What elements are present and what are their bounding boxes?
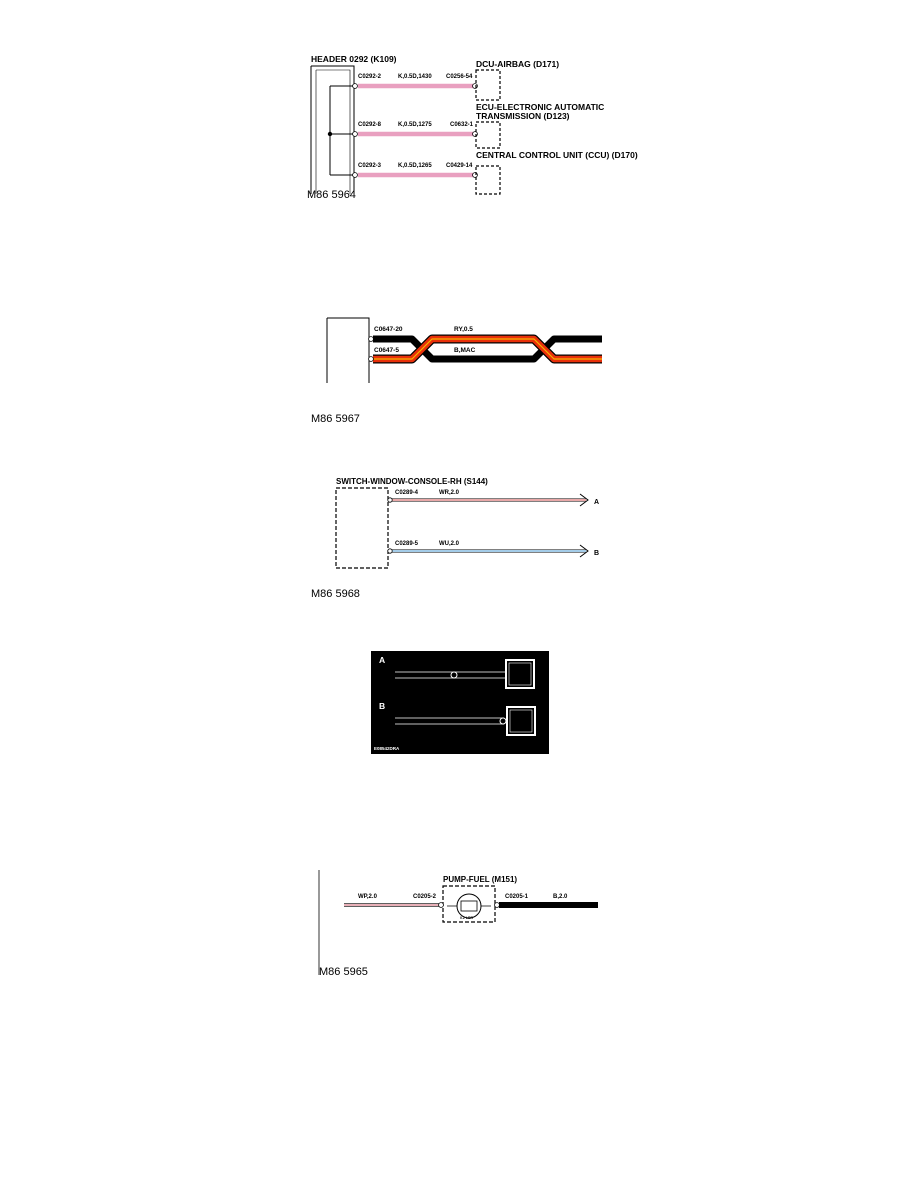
right-pin-label: C0205-1 xyxy=(505,894,529,900)
wire-spec-3: K,0.5D,1265 xyxy=(398,163,432,169)
module-label-transmission: ECU-ELECTRONIC AUTOMATIC xyxy=(476,102,605,112)
figure-id-5965: M86 5965 xyxy=(319,966,368,978)
wire-spec-1: K,0.5D,1430 xyxy=(398,74,432,80)
diagram-ab-legend xyxy=(371,651,549,754)
pin-b xyxy=(388,549,392,553)
right-pin-label-3: C0429-14 xyxy=(446,163,473,169)
motor-note: 0.2 LBR xyxy=(460,916,474,920)
pin-right-3 xyxy=(473,173,478,178)
figure-id-5967: M86 5967 xyxy=(311,413,360,425)
right-pin-label-2: C0632-1 xyxy=(450,122,474,128)
pin-a xyxy=(388,498,392,502)
module-label-ccu: CENTRAL CONTROL UNIT (CCU) (D170) xyxy=(476,150,638,160)
right-pin-label-1: C0256-54 xyxy=(446,74,473,80)
module-label-airbag: DCU-AIRBAG (D171) xyxy=(476,59,560,69)
splice-dot xyxy=(328,132,332,136)
pin-right-1 xyxy=(473,84,478,89)
wire-row-2 xyxy=(353,102,605,148)
diagram-twisted-pair xyxy=(311,318,602,425)
pin-right-2 xyxy=(473,132,478,137)
pin-left-1 xyxy=(353,84,358,89)
legend-label-a: A xyxy=(379,655,386,665)
legend-panel xyxy=(371,651,549,754)
module-box-airbag xyxy=(476,70,500,100)
legend-b-connector xyxy=(500,718,506,724)
module-label-transmission-2: TRANSMISSION (D123) xyxy=(476,111,570,121)
switch-label: SWITCH-WINDOW-CONSOLE-RH (S144) xyxy=(336,477,488,486)
left-pin-label-2: C0292-8 xyxy=(358,122,382,128)
pin-label-a: C0289-4 xyxy=(395,490,419,496)
wire-row-3 xyxy=(353,150,638,194)
end-label-a: A xyxy=(594,499,600,506)
diagram-switch-window xyxy=(311,477,599,600)
diagram-fuel-pump xyxy=(319,870,598,978)
legend-a-connector xyxy=(451,672,457,678)
pump-pin-right xyxy=(495,903,500,908)
wire-spec-b: WU,2.0 xyxy=(439,541,460,547)
wire-top-spec: RY,0.5 xyxy=(454,326,473,333)
figure-id-5968: M86 5968 xyxy=(311,588,360,600)
wire-spec-a: WR,2.0 xyxy=(439,490,460,496)
pin-label-top: C0647-20 xyxy=(374,326,403,333)
left-pin-label: C0205-2 xyxy=(413,894,437,900)
legend-code: E08542DRA xyxy=(374,746,400,751)
figure-id-5964: M86 5964 xyxy=(307,189,356,201)
switch-box xyxy=(336,488,388,568)
connector-box xyxy=(327,318,369,383)
pin-label-b: C0289-5 xyxy=(395,541,419,547)
header-label: HEADER 0292 (K109) xyxy=(311,54,397,64)
pin-left-3 xyxy=(353,173,358,178)
legend-label-b: B xyxy=(379,701,386,711)
pin-top xyxy=(369,337,374,342)
end-label-b: B xyxy=(594,550,600,557)
wire-spec-2: K,0.5D,1275 xyxy=(398,122,432,128)
left-wire-spec: WP,2.0 xyxy=(358,894,377,900)
wire-row-1 xyxy=(353,59,560,100)
wire-bottom-spec: B,MAC xyxy=(454,347,476,354)
right-wire-spec: B,2.0 xyxy=(553,894,568,900)
left-pin-label-1: C0292-2 xyxy=(358,74,382,80)
pump-pin-left xyxy=(439,903,444,908)
pin-label-bottom: C0647-5 xyxy=(374,347,399,354)
pin-left-2 xyxy=(353,132,358,137)
pump-label: PUMP-FUEL (M151) xyxy=(443,875,518,884)
left-pin-label-3: C0292-3 xyxy=(358,163,382,169)
module-box-ccu xyxy=(476,166,500,194)
module-box-transmission xyxy=(476,122,500,148)
pin-bottom xyxy=(369,357,374,362)
diagram-header-0292 xyxy=(307,54,638,201)
